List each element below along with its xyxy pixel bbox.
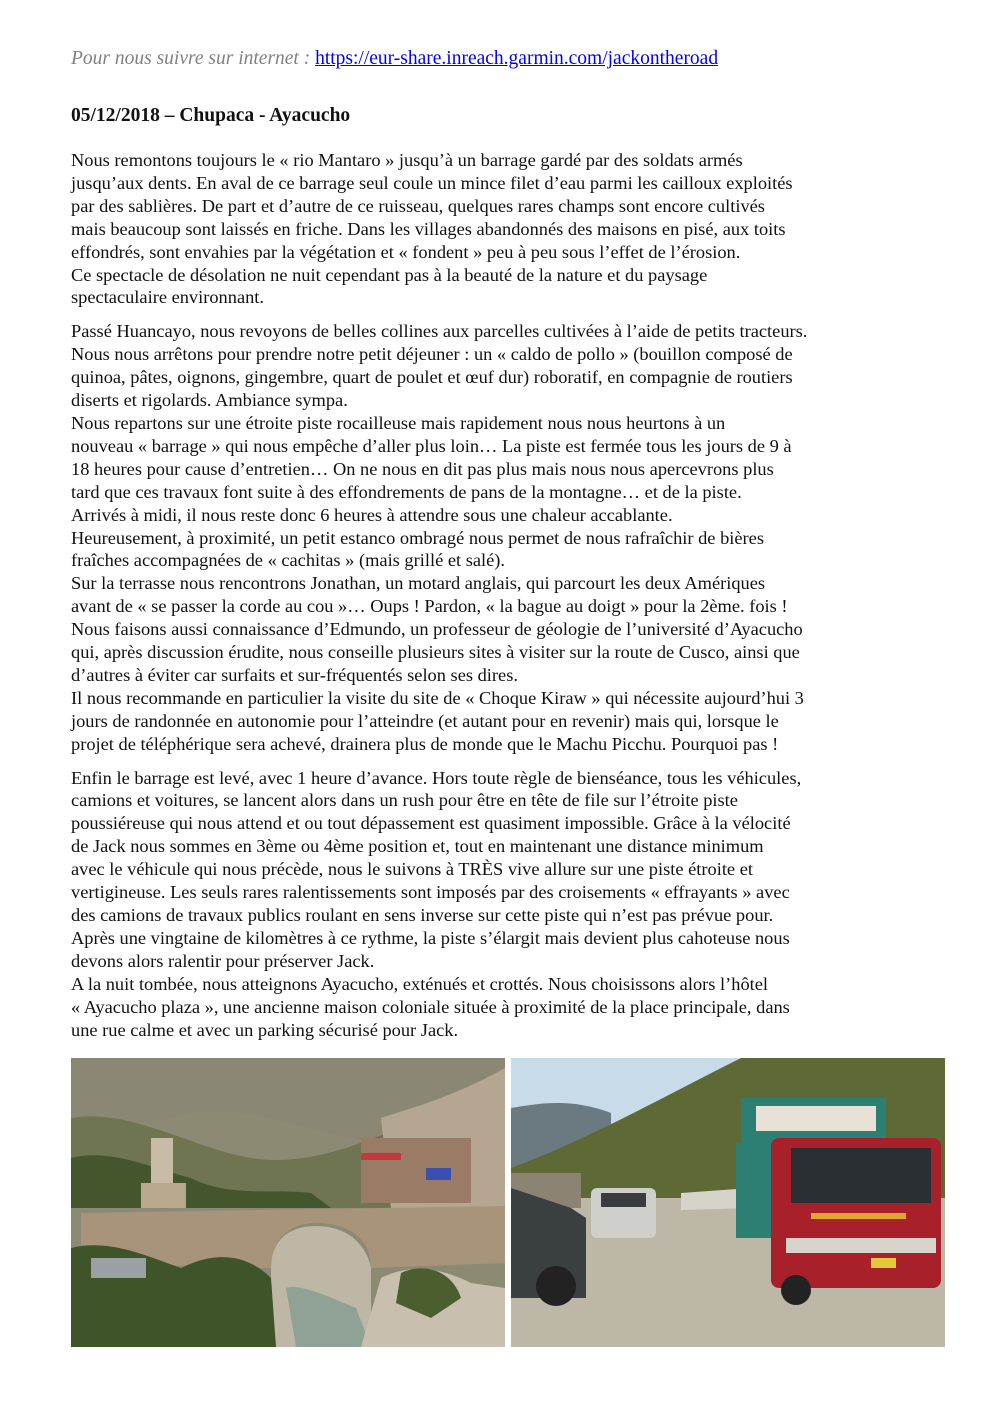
truck-stripe <box>811 1213 906 1219</box>
village-houses <box>361 1138 471 1203</box>
truck-sign <box>756 1106 876 1131</box>
text-line: poussiéreuse qui nous attend et ou tout dépassement est quasiment impossible. Grâce à la vélocité <box>71 813 791 834</box>
text-line: 18 heures pour cause d’entretien… On ne nous en dit pas plus mais nous nous apercevrons plus <box>71 458 774 479</box>
photo-bridge <box>71 1058 505 1347</box>
text-line: vertigineuse. Les seuls rares ralentissements sont imposés par des croisements « effrayants » avec <box>71 882 790 903</box>
text-line: diserts et rigolards. Ambiance sympa. <box>71 390 348 411</box>
truck-windshield <box>791 1148 931 1203</box>
text-line: Passé Huancayo, nous revoyons de belles collines aux parcelles cultivées à l’aide de petits tracteurs. <box>71 321 808 342</box>
red-roof <box>361 1153 401 1160</box>
entry-body <box>71 149 951 1041</box>
text-line: camions et voitures, se lancent alors dans un rush pour être en tête de file sur l’étroite piste <box>71 790 738 811</box>
tin-roof <box>91 1258 146 1278</box>
bridge-photo-illustration <box>71 1058 505 1347</box>
follow-label: Pour nous suivre sur internet : <box>71 48 316 69</box>
text-line: Nous nous arrêtons pour prendre notre petit déjeuner : un « caldo de pollo » (bouillon composé de <box>71 344 793 365</box>
text-line: Ce spectacle de désolation ne nuit cependant pas à la beauté de la nature et du paysage <box>71 264 708 285</box>
text-line: quinoa, pâtes, oignons, gingembre, quart de poulet et œuf dur) roboratif, en compagnie de routiers <box>71 367 793 388</box>
text-line: Enfin le barrage est levé, avec 1 heure d’avance. Hors toute règle de bienséance, tous les véhicules, <box>71 767 802 788</box>
truck-bumper-lights <box>786 1238 936 1253</box>
paragraph <box>71 320 951 755</box>
text-line: Nous repartons sur une étroite piste rocailleuse mais rapidement nous nous heurtons à un <box>71 412 726 433</box>
trucks-photo-illustration <box>511 1058 945 1347</box>
text-line: Nous remontons toujours le « rio Mantaro » jusqu’à un barrage gardé par des soldats armés <box>71 150 743 170</box>
text-line: par des sablières. De part et d’autre de ce ruisseau, quelques rares champs sont encore cultivés <box>71 195 765 216</box>
text-line: fraîches accompagnées de « cachitas » (mais grillé et salé). <box>71 550 506 571</box>
paragraph <box>71 767 951 1042</box>
text-line: A la nuit tombée, nous atteignons Ayacucho, exténués et crottés. Nous choisissons alors l’hôtel <box>71 973 769 994</box>
tracking-link[interactable]: https://eur-share.inreach.garmin.com/jackontheroad <box>315 48 719 69</box>
pickup-wheel <box>536 1266 576 1306</box>
text-line: avant de « se passer la corde au cou »… Oups ! Pardon, « la bague au doigt » pour la 2ème. fois ! <box>71 596 788 617</box>
truck-wheel <box>781 1275 811 1305</box>
photo-trucks <box>511 1058 945 1347</box>
text-line: une rue calme et avec un parking sécurisé pour Jack. <box>71 1019 459 1040</box>
entry-title: 05/12/2018 – Chupaca - Ayacucho <box>71 105 351 126</box>
text-line: Après une vingtaine de kilomètres à ce rythme, la piste s’élargit mais devient plus cahoteuse nous <box>71 927 790 948</box>
follow-line <box>71 48 718 70</box>
text-line: effondrés, sont envahies par la végétation et « fondent » peu à peu sous l’effet de l’érosion. <box>71 241 741 262</box>
chapel-base <box>141 1183 186 1208</box>
suv-windshield <box>601 1193 646 1207</box>
text-line: nouveau « barrage » qui nous empêche d’aller plus loin… La piste est fermée tous les jours de 9 à <box>71 435 792 456</box>
paragraph <box>71 149 951 309</box>
text-line: Heureusement, à proximité, un petit estanco ombragé nous permet de nous rafraîchir de bières <box>71 527 764 548</box>
text-line: spectaculaire environnant. <box>71 287 265 308</box>
license-plate <box>871 1258 896 1268</box>
text-line: avec le véhicule qui nous précède, nous le suivons à TRÈS vive allure sur une piste étroite et <box>71 859 753 880</box>
blue-sign <box>426 1168 451 1180</box>
text-line: Il nous recommande en particulier la visite du site de « Choque Kiraw » qui nécessite aujourd’hui 3 <box>71 687 804 708</box>
text-line: « Ayacucho plaza », une ancienne maison coloniale située à proximité de la place principale, dans <box>71 996 790 1017</box>
text-line: qui, après discussion érudite, nous conseille plusieurs sites à visiter sur la route de Cusco, ainsi que <box>71 642 800 663</box>
text-line: des camions de travaux publics roulant en sens inverse sur cette piste qui n’est pas prévue pour. <box>71 905 774 925</box>
text-line: tard que ces travaux font suite à des effondrements de pans de la montagne… et de la piste. <box>71 481 742 502</box>
text-line: projet de téléphérique sera achevé, drainera plus de monde que le Machu Picchu. Pourquoi pas ! <box>71 733 779 754</box>
photo-row <box>71 1058 945 1348</box>
text-line: d’autres à éviter car surfaits et sur-fréquentés selon ses dires. <box>71 664 518 685</box>
text-line: Sur la terrasse nous rencontrons Jonathan, un motard anglais, qui parcourt les deux Amériques <box>71 573 766 594</box>
text-line: de Jack nous sommes en 3ème ou 4ème position et, tout en maintenant une distance minimum <box>71 836 764 857</box>
text-line: Nous faisons aussi connaissance d’Edmundo, un professeur de géologie de l’université d’Ayacucho <box>71 619 803 640</box>
chapel-tower <box>151 1138 173 1188</box>
text-line: jours de randonnée en autonomie pour l’atteindre (et autant pour en revenir) mais qui, lorsque le <box>71 710 779 731</box>
text-line: mais beaucoup sont laissés en friche. Dans les villages abandonnés des maisons en pisé, aux toits <box>71 218 786 239</box>
text-line: jusqu’aux dents. En aval de ce barrage seul coule un mince filet d’eau parmi les cailloux exploités <box>71 172 793 193</box>
text-line: Arrivés à midi, il nous reste donc 6 heures à attendre sous une chaleur accablante. <box>71 504 673 525</box>
text-line: devons alors ralentir pour préserver Jack. <box>71 950 375 971</box>
